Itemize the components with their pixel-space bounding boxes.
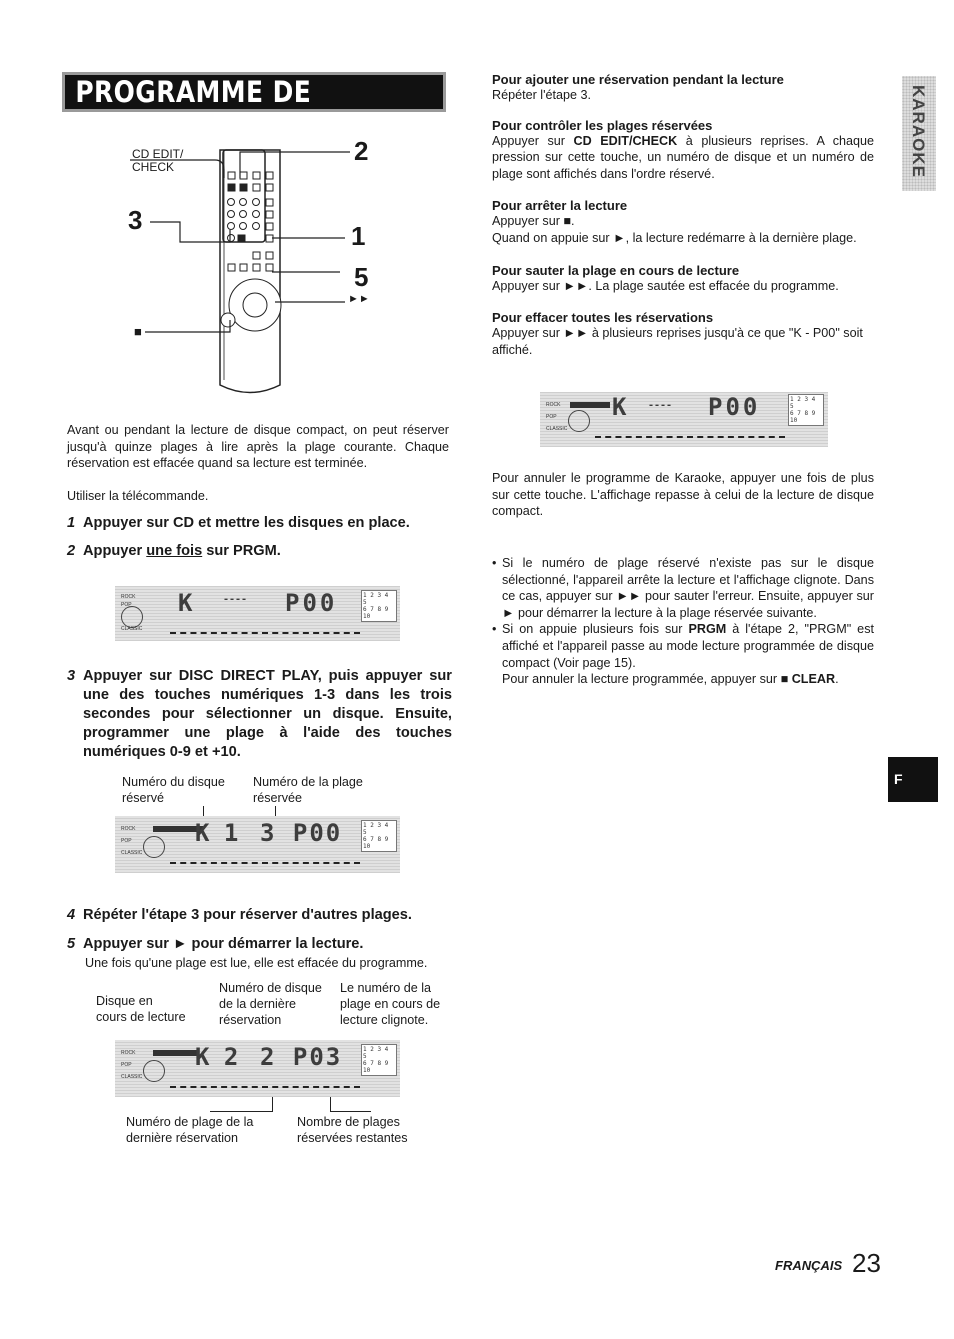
callout-1: 1 (351, 221, 366, 251)
heading-check-reserved: Pour contrôler les plages réservées (492, 117, 713, 133)
fast-forward-icon: ►► (348, 293, 370, 305)
note-1-text: Si le numéro de plage réservé n'existe pas sur le disque sélectionné, l'appareil arrête la lecture et l'affichage clignote. Dans ce cas, appuyer sur ►► pour sauter l'erreur. Ensuite, appuyer sur ► pour démarrer la lecture à la plage réservée suivante. (502, 556, 874, 620)
play-icon: ► (173, 936, 188, 952)
lcd-2-p03: 2 P03 (260, 1043, 343, 1071)
lcd-k1: K 1 (195, 819, 239, 847)
lcd-display-k-p00 (115, 586, 400, 641)
lcd-classic-label: CLASSIC (121, 626, 143, 632)
lcd-track-grid (788, 394, 824, 426)
page-title-banner (62, 72, 446, 143)
label-cd-edit-check: CD EDIT/ CHECK (132, 147, 184, 174)
lcd-track-grid (361, 820, 397, 852)
lcd-dash: ---- (223, 594, 248, 605)
lcd-display-k2-p23 (115, 1040, 400, 1097)
step-3-number: 3 (67, 668, 76, 684)
lcd-classic-label: CLASSIC (121, 1074, 143, 1080)
grid-top: 1 2 3 4 5 (790, 396, 816, 410)
lcd-pop-label: POP (546, 414, 557, 420)
heading-add-reservation: Pour ajouter une réservation pendant la lecture (492, 72, 784, 87)
callout-3: 3 (128, 205, 143, 235)
lcd-dashes (595, 436, 785, 438)
lcd-k: K (178, 589, 193, 617)
intro-remote-note: Utiliser la télécommande. (67, 489, 209, 503)
heading-stop: Pour arrêter la lecture (492, 198, 628, 214)
lcd-p00: P00 (285, 589, 338, 617)
text-add-reservation: Répéter l'étape 3. (492, 88, 592, 102)
lcd-pop-label: POP (121, 1062, 132, 1068)
lcd-dashes (170, 632, 360, 634)
lcd-display-k1-p3 (115, 816, 400, 873)
callout-2: 2 (354, 136, 369, 166)
note-3-bold: ■ CLEAR (780, 672, 836, 687)
note-item (492, 621, 874, 671)
lcd-pop-label: POP (121, 602, 132, 608)
grid-top: 1 2 3 4 5 (363, 1046, 389, 1060)
step-2-text-underlined: une fois (146, 543, 203, 559)
lcd-rock-label: ROCK (121, 594, 136, 600)
note-3-pre: Pour annuler la lecture programmée, appuyer sur (502, 672, 781, 687)
lcd-display-k-p00-right (540, 392, 828, 447)
heading-clear-all: Pour effacer toutes les réservations (492, 310, 714, 326)
grid-top: 1 2 3 4 5 (363, 592, 389, 606)
lcd-track-grid (361, 590, 397, 622)
text-clear-all: Appuyer sur ►► à plusieurs reprises jusqu'à ce que "K - P00" soit affiché. (492, 326, 863, 357)
step-4 (67, 906, 452, 925)
step-2 (67, 542, 452, 561)
lcd-mode-bar (570, 402, 610, 408)
language-tab (888, 757, 938, 802)
lcd-rock-label: ROCK (546, 402, 561, 408)
step-5-note: Une fois qu'une plage est lue, elle est effacée du programme. (85, 956, 428, 970)
lcd-track-grid (361, 1044, 397, 1076)
disc-icon (568, 410, 590, 432)
footer-language: FRANÇAIS (775, 1258, 843, 1273)
leader-line (210, 1097, 273, 1112)
caption-track-playing: Le numéro de la plage en cours de lecture clignote. (340, 981, 441, 1027)
lcd-rock-label: ROCK (121, 826, 136, 832)
language-tab-letter: F (894, 771, 903, 787)
step-2-number: 2 (67, 543, 76, 559)
bullet-icon: • (492, 622, 497, 637)
text-stop-b: Quand on appuie sur ►, la lecture redémarre à la dernière plage. (492, 230, 857, 245)
bullet-icon: • (492, 556, 497, 570)
step-2-text-post: sur PRGM. (202, 543, 281, 559)
step-1-number: 1 (67, 515, 76, 531)
page-title: PROGRAMME DE KARAOKE (75, 75, 312, 143)
text-check-pre: Appuyer sur (492, 133, 574, 148)
lcd-k: K (612, 393, 627, 421)
note-2-post: à l'étape 2, "PRGM" est affiché et l'appareil passe au mode lecture programmée de disque compact (Voir page 15). (502, 622, 874, 670)
step-5-number: 5 (67, 936, 76, 952)
step-4-number: 4 (67, 907, 76, 923)
page-number: 23 (852, 1248, 881, 1278)
lcd-dashes (170, 1086, 360, 1088)
step-1-text: Appuyer sur CD et mettre les disques en place. (83, 515, 410, 531)
disc-icon (143, 1060, 165, 1082)
side-tab-label: KARAOKE (909, 85, 928, 178)
step-5-text-pre: Appuyer sur (83, 936, 174, 952)
text-check-reserved (492, 133, 874, 183)
stop-icon: ■ (134, 324, 142, 339)
lcd-mode-bar (153, 1050, 198, 1056)
caption-disc-reserved: Numéro du disque réservé (122, 775, 225, 805)
note-item (492, 555, 874, 621)
text-cancel-karaoke: Pour annuler le programme de Karaoke, appuyer une fois de plus sur cette touche. L'affichage repasse à celui de la lecture de disque compact. (492, 471, 874, 519)
step-5-text-post: pour démarrer la lecture. (187, 936, 364, 952)
note-2-bold: PRGM (688, 622, 727, 637)
step-5 (67, 935, 452, 954)
lcd-dash: ---- (648, 400, 673, 411)
step-1 (67, 514, 452, 533)
lcd-p00: P00 (708, 393, 761, 421)
lcd-pop-label: POP (121, 838, 132, 844)
remote-illustration (120, 130, 390, 405)
text-check-post: à plusieurs reprises. A chaque pression sur cette touche, un numéro de disque et un numéro de plage sont affichés dans l'ordre réservé. (492, 133, 875, 181)
caption-remaining: Nombre de plages réservées restantes (297, 1115, 408, 1145)
grid-bottom: 6 7 8 9 10 (363, 606, 389, 620)
note-item (502, 671, 874, 688)
heading-skip: Pour sauter la plage en cours de lecture (492, 262, 740, 278)
section-side-tab (902, 76, 936, 191)
step-4-text: Répéter l'étape 3 pour réserver d'autres plages. (83, 907, 412, 923)
notes-list (492, 555, 874, 688)
leader-line (330, 1097, 371, 1112)
note-2-pre: Si on appuie plusieurs fois sur (502, 622, 689, 637)
lcd-classic-label: CLASSIC (121, 850, 143, 856)
text-check-bold: CD EDIT/CHECK (573, 133, 678, 148)
intro-paragraph: Avant ou pendant la lecture de disque compact, on peut réserver jusqu'à quinze plages à lire après la plage courante. Chaque réservation est effacée quand sa lecture est terminée. (67, 423, 449, 471)
right-column (492, 72, 874, 358)
lcd-3-p00: 3 P00 (260, 819, 343, 847)
disc-icon (143, 836, 165, 858)
step-2-text-pre: Appuyer (83, 543, 147, 559)
grid-bottom: 6 7 8 9 10 (363, 1060, 389, 1074)
lcd-k2: K 2 (195, 1043, 239, 1071)
text-skip: Appuyer sur ►►. La plage sautée est effacée du programme. (492, 278, 839, 293)
note-3-post: . (835, 672, 839, 687)
disc-icon (121, 606, 143, 628)
caption-track-last: Numéro de plage de la dernière réservation (126, 1115, 254, 1145)
text-stop-a: Appuyer sur ■. (492, 214, 575, 229)
caption-track-reserved: Numéro de la plage réservée (253, 775, 363, 805)
caption-disc-playing: Disque en cours de lecture (96, 994, 186, 1024)
step-3-text: Appuyer sur DISC DIRECT PLAY, puis appuyer sur une des touches numériques 1-3 dans les trois secondes pour sélectionner un disque. Ensuite, programmer une plage à l'aide des touches numériques 0-9 et +10. (83, 668, 452, 760)
grid-top: 1 2 3 4 5 (363, 822, 389, 836)
lcd-classic-label: CLASSIC (546, 426, 568, 432)
grid-bottom: 6 7 8 9 10 (790, 410, 816, 424)
grid-bottom: 6 7 8 9 10 (363, 836, 389, 850)
lcd-rock-label: ROCK (121, 1050, 136, 1056)
caption-disc-last: Numéro de disque de la dernière réservation (219, 981, 322, 1027)
callout-5: 5 (354, 262, 369, 292)
lcd-dashes (170, 862, 360, 864)
step-3 (67, 667, 452, 762)
